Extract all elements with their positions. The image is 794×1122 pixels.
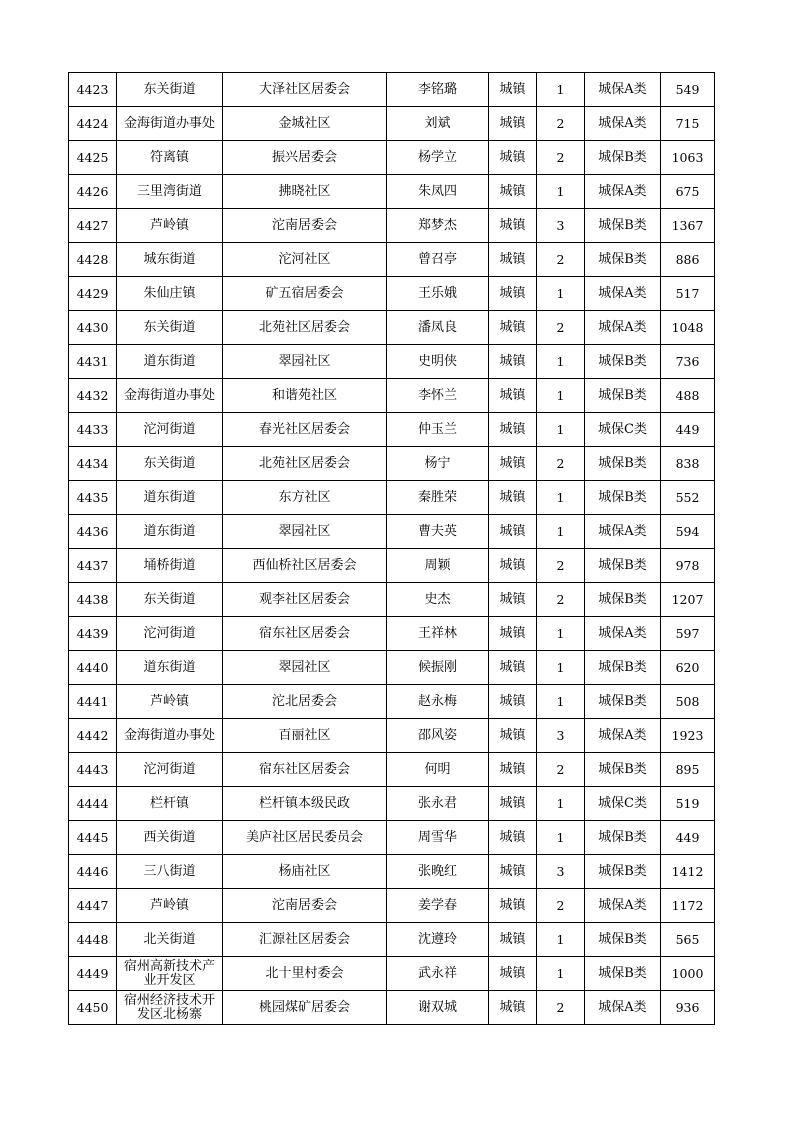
person-name-cell: 邵风姿: [387, 719, 489, 753]
category-cell: 城保B类: [585, 243, 661, 277]
table-row: [69, 991, 715, 1025]
record-id-cell: 4448: [69, 923, 117, 957]
town-cell: 符离镇: [117, 141, 223, 175]
category-cell: 城保B类: [585, 923, 661, 957]
household-size-cell: 1: [537, 277, 585, 311]
area-type-cell: 城镇: [489, 379, 537, 413]
table-row: [69, 345, 715, 379]
area-type-cell: 城镇: [489, 549, 537, 583]
area-type-cell: 城镇: [489, 515, 537, 549]
person-name-cell: 曹夫英: [387, 515, 489, 549]
area-type-cell: 城镇: [489, 107, 537, 141]
category-cell: 城保A类: [585, 515, 661, 549]
amount-cell: 895: [661, 753, 715, 787]
person-name-cell: 谢双城: [387, 991, 489, 1025]
table-row: [69, 141, 715, 175]
household-size-cell: 1: [537, 481, 585, 515]
community-cell: 金城社区: [223, 107, 387, 141]
table-row: [69, 311, 715, 345]
person-name-cell: 秦胜荣: [387, 481, 489, 515]
record-id-cell: 4435: [69, 481, 117, 515]
amount-cell: 594: [661, 515, 715, 549]
category-cell: 城保C类: [585, 413, 661, 447]
community-cell: 杨庙社区: [223, 855, 387, 889]
town-cell: 栏杆镇: [117, 787, 223, 821]
area-type-cell: 城镇: [489, 821, 537, 855]
community-cell: 翠园社区: [223, 345, 387, 379]
table-row: [69, 957, 715, 991]
table-row: [69, 413, 715, 447]
person-name-cell: 曾召亭: [387, 243, 489, 277]
category-cell: 城保A类: [585, 889, 661, 923]
area-type-cell: 城镇: [489, 311, 537, 345]
table-row: [69, 481, 715, 515]
subsidy-roster-table: [68, 72, 715, 1025]
record-id-cell: 4449: [69, 957, 117, 991]
category-cell: 城保A类: [585, 617, 661, 651]
amount-cell: 488: [661, 379, 715, 413]
town-cell: 宿州高新技术产业开发区: [117, 957, 223, 991]
table-row: [69, 889, 715, 923]
area-type-cell: 城镇: [489, 447, 537, 481]
person-name-cell: 王祥林: [387, 617, 489, 651]
household-size-cell: 2: [537, 447, 585, 481]
category-cell: 城保A类: [585, 73, 661, 107]
category-cell: 城保B类: [585, 855, 661, 889]
town-cell: 沱河街道: [117, 617, 223, 651]
community-cell: 春光社区居委会: [223, 413, 387, 447]
table-row: [69, 923, 715, 957]
area-type-cell: 城镇: [489, 277, 537, 311]
person-name-cell: 杨宁: [387, 447, 489, 481]
town-cell: 道东街道: [117, 515, 223, 549]
area-type-cell: 城镇: [489, 923, 537, 957]
household-size-cell: 1: [537, 685, 585, 719]
table-row: [69, 787, 715, 821]
household-size-cell: 2: [537, 243, 585, 277]
record-id-cell: 4447: [69, 889, 117, 923]
table-row: [69, 719, 715, 753]
record-id-cell: 4442: [69, 719, 117, 753]
person-name-cell: 沈遵玲: [387, 923, 489, 957]
table-row: [69, 209, 715, 243]
table-row: [69, 447, 715, 481]
record-id-cell: 4438: [69, 583, 117, 617]
amount-cell: 565: [661, 923, 715, 957]
household-size-cell: 1: [537, 73, 585, 107]
area-type-cell: 城镇: [489, 583, 537, 617]
town-cell: 东关街道: [117, 73, 223, 107]
record-id-cell: 4443: [69, 753, 117, 787]
table-row: [69, 651, 715, 685]
person-name-cell: 周颖: [387, 549, 489, 583]
amount-cell: 1048: [661, 311, 715, 345]
amount-cell: 978: [661, 549, 715, 583]
amount-cell: 449: [661, 413, 715, 447]
amount-cell: 508: [661, 685, 715, 719]
community-cell: 沱河社区: [223, 243, 387, 277]
household-size-cell: 2: [537, 753, 585, 787]
record-id-cell: 4445: [69, 821, 117, 855]
household-size-cell: 2: [537, 311, 585, 345]
community-cell: 百丽社区: [223, 719, 387, 753]
category-cell: 城保B类: [585, 583, 661, 617]
record-id-cell: 4444: [69, 787, 117, 821]
household-size-cell: 1: [537, 957, 585, 991]
town-cell: 道东街道: [117, 481, 223, 515]
household-size-cell: 1: [537, 175, 585, 209]
category-cell: 城保B类: [585, 209, 661, 243]
category-cell: 城保A类: [585, 311, 661, 345]
record-id-cell: 4432: [69, 379, 117, 413]
person-name-cell: 王乐娥: [387, 277, 489, 311]
town-cell: 金海街道办事处: [117, 379, 223, 413]
amount-cell: 1412: [661, 855, 715, 889]
amount-cell: 715: [661, 107, 715, 141]
amount-cell: 620: [661, 651, 715, 685]
person-name-cell: 史明侠: [387, 345, 489, 379]
category-cell: 城保B类: [585, 821, 661, 855]
community-cell: 和谐苑社区: [223, 379, 387, 413]
household-size-cell: 1: [537, 413, 585, 447]
area-type-cell: 城镇: [489, 73, 537, 107]
area-type-cell: 城镇: [489, 753, 537, 787]
table-row: [69, 685, 715, 719]
amount-cell: 517: [661, 277, 715, 311]
table-row: [69, 73, 715, 107]
area-type-cell: 城镇: [489, 481, 537, 515]
record-id-cell: 4436: [69, 515, 117, 549]
person-name-cell: 候振刚: [387, 651, 489, 685]
table-row: [69, 243, 715, 277]
table-row: [69, 821, 715, 855]
table-row: [69, 855, 715, 889]
record-id-cell: 4440: [69, 651, 117, 685]
community-cell: 北十里村委会: [223, 957, 387, 991]
community-cell: 拂晓社区: [223, 175, 387, 209]
household-size-cell: 3: [537, 855, 585, 889]
household-size-cell: 2: [537, 549, 585, 583]
amount-cell: 736: [661, 345, 715, 379]
amount-cell: 1207: [661, 583, 715, 617]
community-cell: 大泽社区居委会: [223, 73, 387, 107]
amount-cell: 552: [661, 481, 715, 515]
community-cell: 翠园社区: [223, 515, 387, 549]
town-cell: 金海街道办事处: [117, 107, 223, 141]
area-type-cell: 城镇: [489, 787, 537, 821]
town-cell: 道东街道: [117, 345, 223, 379]
amount-cell: 597: [661, 617, 715, 651]
household-size-cell: 1: [537, 787, 585, 821]
community-cell: 桃园煤矿居委会: [223, 991, 387, 1025]
community-cell: 沱南居委会: [223, 889, 387, 923]
person-name-cell: 郑梦杰: [387, 209, 489, 243]
town-cell: 西关街道: [117, 821, 223, 855]
household-size-cell: 1: [537, 617, 585, 651]
table-row: [69, 175, 715, 209]
amount-cell: 1367: [661, 209, 715, 243]
person-name-cell: 张晚红: [387, 855, 489, 889]
amount-cell: 936: [661, 991, 715, 1025]
table-row: [69, 515, 715, 549]
person-name-cell: 周雪华: [387, 821, 489, 855]
town-cell: 宿州经济技术开发区北杨寨: [117, 991, 223, 1025]
area-type-cell: 城镇: [489, 957, 537, 991]
amount-cell: 838: [661, 447, 715, 481]
category-cell: 城保A类: [585, 991, 661, 1025]
area-type-cell: 城镇: [489, 617, 537, 651]
household-size-cell: 2: [537, 991, 585, 1025]
community-cell: 宿东社区居委会: [223, 617, 387, 651]
person-name-cell: 李铭璐: [387, 73, 489, 107]
record-id-cell: 4426: [69, 175, 117, 209]
table-row: [69, 549, 715, 583]
record-id-cell: 4428: [69, 243, 117, 277]
record-id-cell: 4427: [69, 209, 117, 243]
person-name-cell: 赵永梅: [387, 685, 489, 719]
person-name-cell: 杨学立: [387, 141, 489, 175]
person-name-cell: 朱凤四: [387, 175, 489, 209]
person-name-cell: 何明: [387, 753, 489, 787]
town-cell: 三八街道: [117, 855, 223, 889]
person-name-cell: 史杰: [387, 583, 489, 617]
household-size-cell: 3: [537, 209, 585, 243]
category-cell: 城保A类: [585, 277, 661, 311]
town-cell: 东关街道: [117, 583, 223, 617]
table-row: [69, 617, 715, 651]
household-size-cell: 1: [537, 379, 585, 413]
category-cell: 城保B类: [585, 957, 661, 991]
area-type-cell: 城镇: [489, 209, 537, 243]
community-cell: 栏杆镇本级民政: [223, 787, 387, 821]
category-cell: 城保B类: [585, 447, 661, 481]
record-id-cell: 4439: [69, 617, 117, 651]
community-cell: 西仙桥社区居委会: [223, 549, 387, 583]
household-size-cell: 3: [537, 719, 585, 753]
person-name-cell: 刘斌: [387, 107, 489, 141]
area-type-cell: 城镇: [489, 889, 537, 923]
category-cell: 城保A类: [585, 719, 661, 753]
person-name-cell: 潘凤良: [387, 311, 489, 345]
town-cell: 道东街道: [117, 651, 223, 685]
town-cell: 沱河街道: [117, 413, 223, 447]
amount-cell: 1172: [661, 889, 715, 923]
town-cell: 芦岭镇: [117, 685, 223, 719]
record-id-cell: 4437: [69, 549, 117, 583]
community-cell: 沱北居委会: [223, 685, 387, 719]
area-type-cell: 城镇: [489, 141, 537, 175]
roster-body: [69, 73, 715, 1025]
person-name-cell: 仲玉兰: [387, 413, 489, 447]
community-cell: 翠园社区: [223, 651, 387, 685]
town-cell: 埇桥街道: [117, 549, 223, 583]
table-row: [69, 379, 715, 413]
household-size-cell: 1: [537, 821, 585, 855]
household-size-cell: 1: [537, 651, 585, 685]
town-cell: 东关街道: [117, 447, 223, 481]
category-cell: 城保B类: [585, 345, 661, 379]
area-type-cell: 城镇: [489, 651, 537, 685]
record-id-cell: 4429: [69, 277, 117, 311]
table-row: [69, 277, 715, 311]
community-cell: 北苑社区居委会: [223, 311, 387, 345]
record-id-cell: 4425: [69, 141, 117, 175]
category-cell: 城保A类: [585, 175, 661, 209]
household-size-cell: 1: [537, 345, 585, 379]
amount-cell: 1000: [661, 957, 715, 991]
category-cell: 城保A类: [585, 107, 661, 141]
town-cell: 朱仙庄镇: [117, 277, 223, 311]
community-cell: 北苑社区居委会: [223, 447, 387, 481]
category-cell: 城保B类: [585, 141, 661, 175]
category-cell: 城保B类: [585, 379, 661, 413]
household-size-cell: 1: [537, 515, 585, 549]
town-cell: 金海街道办事处: [117, 719, 223, 753]
record-id-cell: 4424: [69, 107, 117, 141]
area-type-cell: 城镇: [489, 175, 537, 209]
household-size-cell: 2: [537, 889, 585, 923]
town-cell: 东关街道: [117, 311, 223, 345]
category-cell: 城保B类: [585, 753, 661, 787]
record-id-cell: 4430: [69, 311, 117, 345]
community-cell: 宿东社区居委会: [223, 753, 387, 787]
record-id-cell: 4441: [69, 685, 117, 719]
amount-cell: 449: [661, 821, 715, 855]
household-size-cell: 2: [537, 583, 585, 617]
amount-cell: 1063: [661, 141, 715, 175]
record-id-cell: 4434: [69, 447, 117, 481]
community-cell: 汇源社区居委会: [223, 923, 387, 957]
area-type-cell: 城镇: [489, 719, 537, 753]
area-type-cell: 城镇: [489, 685, 537, 719]
area-type-cell: 城镇: [489, 855, 537, 889]
community-cell: 东方社区: [223, 481, 387, 515]
category-cell: 城保C类: [585, 787, 661, 821]
household-size-cell: 1: [537, 923, 585, 957]
person-name-cell: 张永君: [387, 787, 489, 821]
category-cell: 城保B类: [585, 549, 661, 583]
amount-cell: 549: [661, 73, 715, 107]
record-id-cell: 4433: [69, 413, 117, 447]
record-id-cell: 4450: [69, 991, 117, 1025]
category-cell: 城保B类: [585, 481, 661, 515]
town-cell: 北关街道: [117, 923, 223, 957]
area-type-cell: 城镇: [489, 413, 537, 447]
household-size-cell: 2: [537, 141, 585, 175]
area-type-cell: 城镇: [489, 345, 537, 379]
category-cell: 城保B类: [585, 651, 661, 685]
community-cell: 振兴居委会: [223, 141, 387, 175]
amount-cell: 886: [661, 243, 715, 277]
community-cell: 观李社区居委会: [223, 583, 387, 617]
record-id-cell: 4446: [69, 855, 117, 889]
household-size-cell: 2: [537, 107, 585, 141]
town-cell: 芦岭镇: [117, 209, 223, 243]
record-id-cell: 4423: [69, 73, 117, 107]
town-cell: 沱河街道: [117, 753, 223, 787]
town-cell: 三里湾街道: [117, 175, 223, 209]
person-name-cell: 姜学春: [387, 889, 489, 923]
community-cell: 沱南居委会: [223, 209, 387, 243]
amount-cell: 1923: [661, 719, 715, 753]
area-type-cell: 城镇: [489, 243, 537, 277]
community-cell: 矿五宿居委会: [223, 277, 387, 311]
table-row: [69, 107, 715, 141]
category-cell: 城保B类: [585, 685, 661, 719]
table-row: [69, 753, 715, 787]
town-cell: 芦岭镇: [117, 889, 223, 923]
amount-cell: 519: [661, 787, 715, 821]
person-name-cell: 李怀兰: [387, 379, 489, 413]
amount-cell: 675: [661, 175, 715, 209]
person-name-cell: 武永祥: [387, 957, 489, 991]
record-id-cell: 4431: [69, 345, 117, 379]
community-cell: 美庐社区居民委员会: [223, 821, 387, 855]
table-row: [69, 583, 715, 617]
area-type-cell: 城镇: [489, 991, 537, 1025]
town-cell: 城东街道: [117, 243, 223, 277]
